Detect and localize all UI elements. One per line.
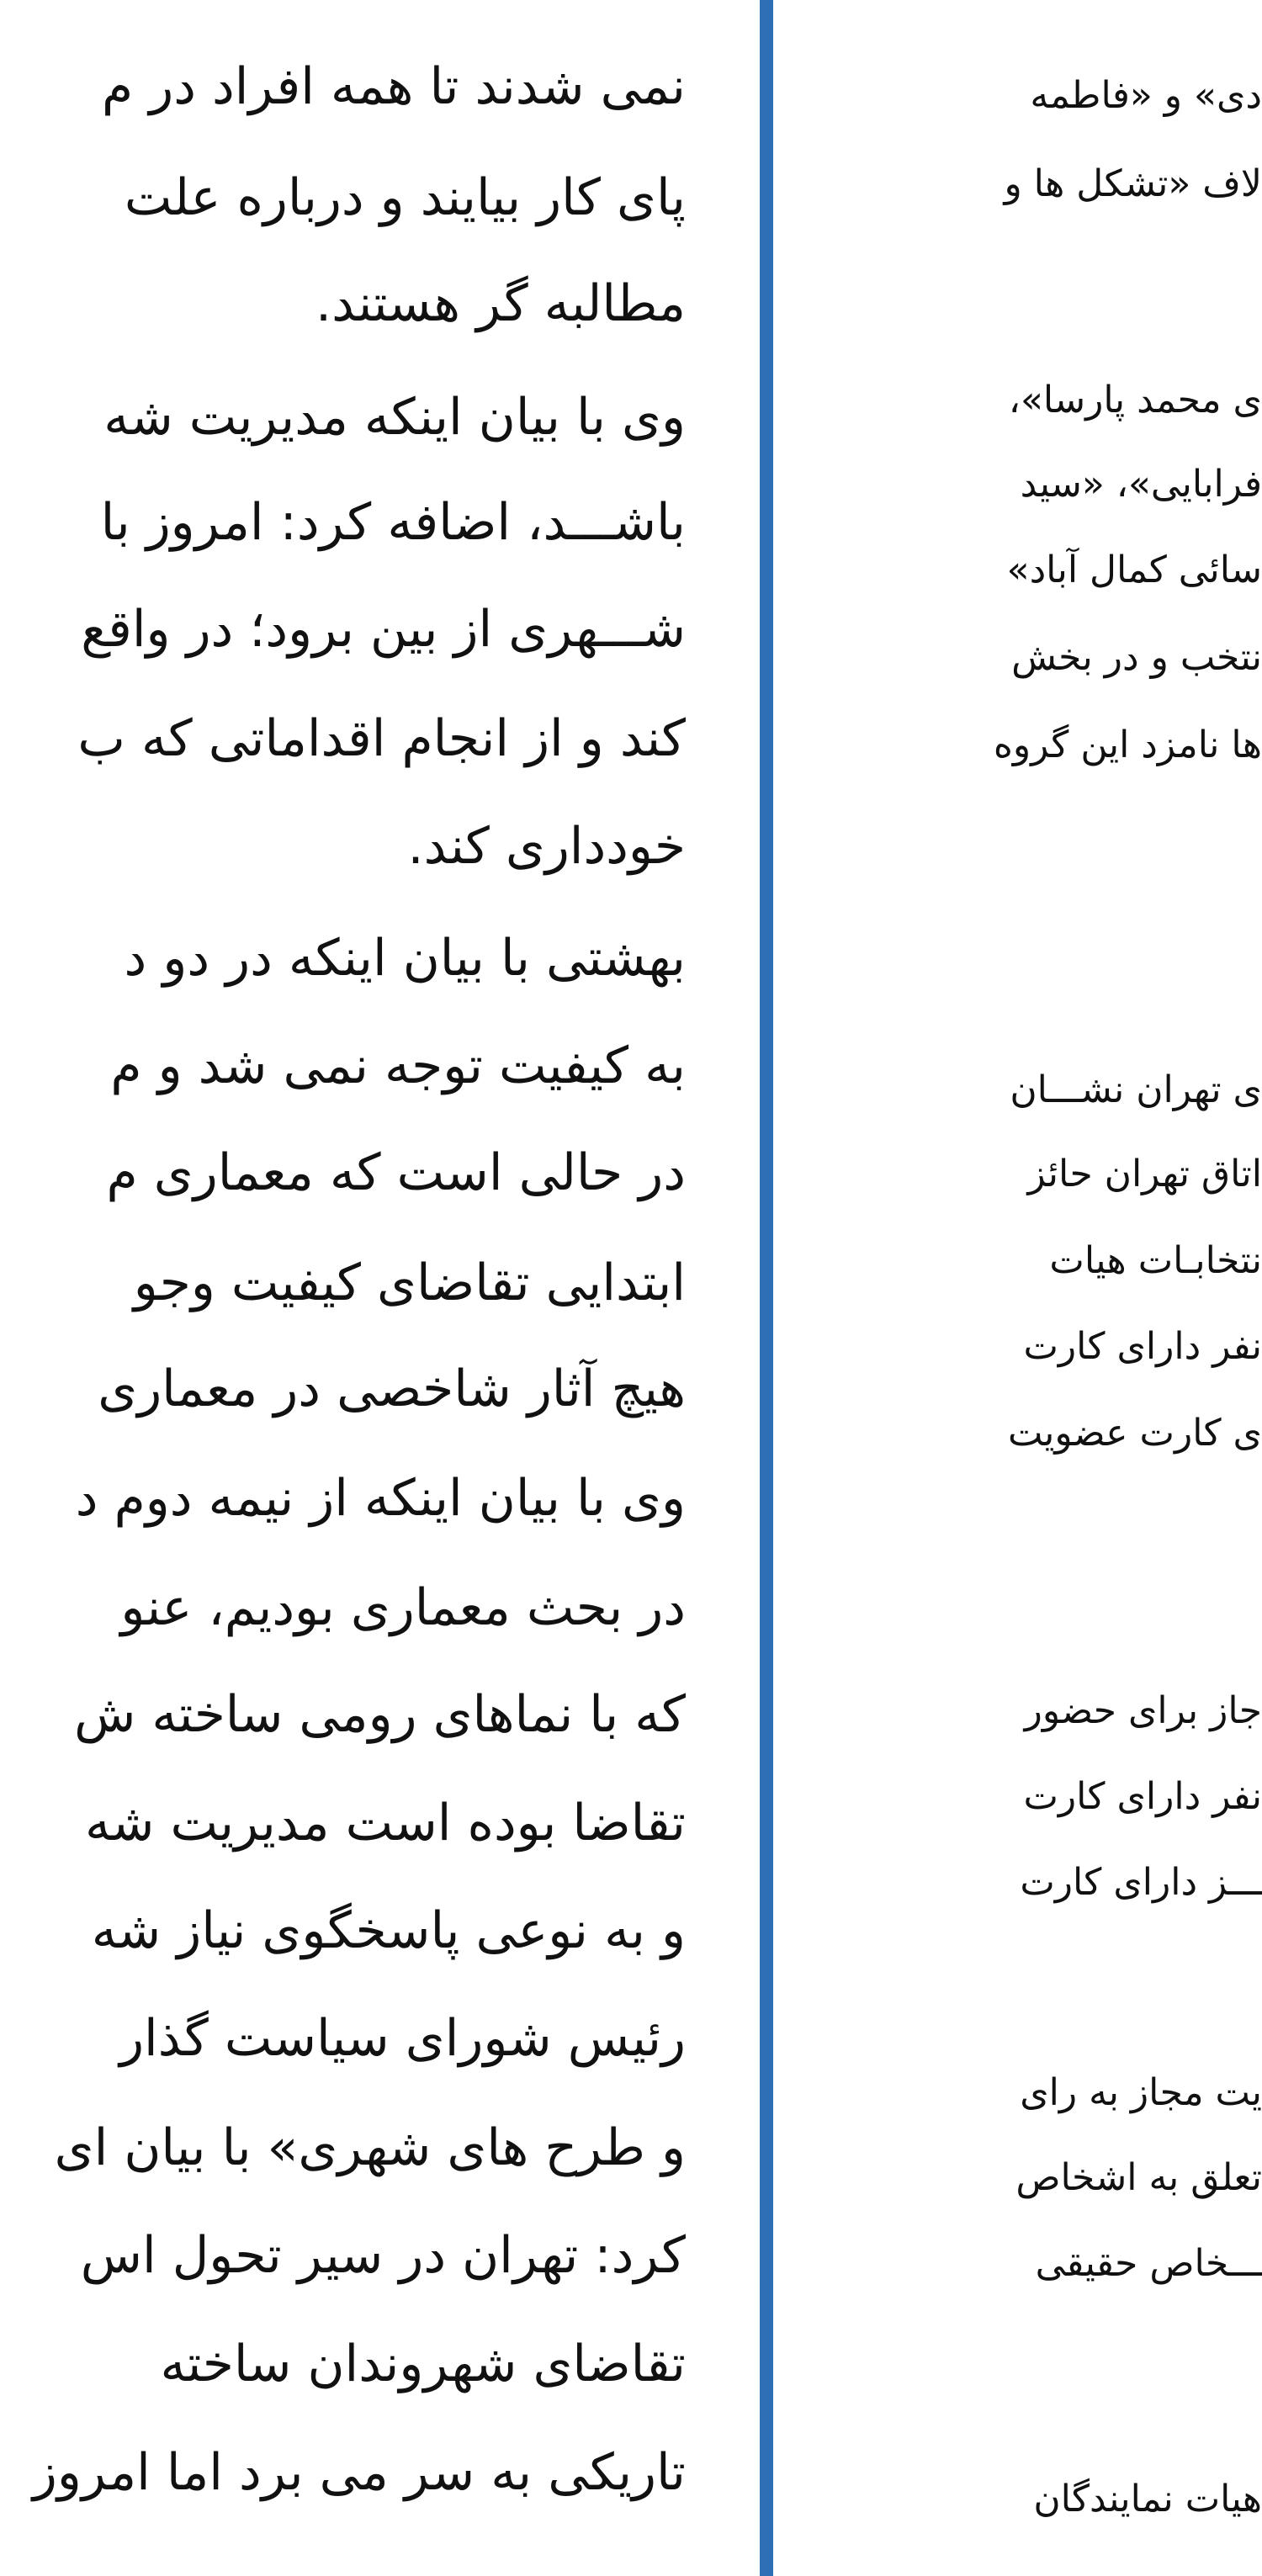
text-line: نفر دارای کارت (1023, 1775, 1262, 1818)
text-line: فرابایی»، «سید (1020, 463, 1262, 506)
text-line: هیات نمایندگان (1033, 2478, 1262, 2520)
text-line: رئیس شورای سیاست گذار (119, 2009, 686, 2068)
article-column-right (942, 0, 1262, 2576)
text-line: نمی شدند تا همه افراد در م (102, 57, 686, 116)
text-line: سائی کمال آباد» (1006, 549, 1262, 591)
text-line: نتخب و در بخش (1011, 636, 1262, 679)
text-line: یت مجاز به رای (1020, 2071, 1262, 2114)
text-line: تعلق به اشخاص (1015, 2156, 1262, 2199)
text-line: بهشتی با بیان اینکه در دو د (124, 929, 686, 988)
text-line: شـــهری از بین برود؛ در واقع (81, 600, 686, 659)
text-line: نتخابـات هیات (1049, 1239, 1262, 1282)
text-line: وی با بیان اینکه از نیمه دوم د (75, 1469, 686, 1528)
text-line: و به نوعی پاسخگوی نیاز شه (91, 1901, 686, 1960)
text-line: ها نامزد این گروه (993, 724, 1262, 766)
text-line: هیچ آثار شاخصی در معماری (98, 1360, 686, 1418)
text-line: نفر دارای کارت (1023, 1325, 1262, 1368)
text-line: در بحث معماری بودیم، عنو (120, 1578, 686, 1637)
text-line: ابتدایی تقاضای کیفیت وجو (133, 1254, 686, 1312)
text-line: خودداری کند. (407, 817, 686, 876)
text-line: به کیفیت توجه نمی شد و م (110, 1036, 686, 1095)
text-line: لاف «تشکل ها و (1004, 162, 1262, 205)
text-line: تقاضا بوده است مدیریت شه (84, 1794, 686, 1852)
text-line: اتاق تهران حائز (1027, 1153, 1262, 1195)
text-line: ـــخاص حقیقی (1035, 2242, 1262, 2285)
text-line: و طرح های شهری» با بیان ای (54, 2118, 686, 2177)
text-line: وی با بیان اینکه مدیریت شه (103, 388, 686, 447)
text-line: ی کارت عضویت (1007, 1412, 1262, 1455)
text-line: جاز برای حضور (1024, 1689, 1262, 1732)
text-line: مطالبه گر هستند. (316, 274, 686, 333)
text-line: کرد: تهران در سیر تحول اس (80, 2226, 686, 2285)
text-line: باشـــد، اضافه کرد: امروز با (100, 493, 686, 552)
text-line: ی محمد پارسا»، (1008, 379, 1262, 421)
text-line: تاریکی به سر می برد اما امروز (32, 2443, 686, 2502)
text-line: ـــز دارای کارت (1020, 1861, 1262, 1904)
text-line: دی» و «فاطمه (1030, 74, 1262, 117)
text-line: ی تهران نشـــان (1010, 1068, 1262, 1111)
text-line: تقاضای شهروندان ساخته (160, 2335, 686, 2393)
text-line: کند و از انجام اقداماتی که ب (77, 709, 686, 768)
text-line: که با نماهای رومی ساخته ش (74, 1685, 686, 1744)
text-line: در حالی است که معماری م (106, 1143, 686, 1202)
text-line: پای کار بیایند و درباره علت (124, 168, 686, 227)
column-divider (760, 0, 773, 2576)
